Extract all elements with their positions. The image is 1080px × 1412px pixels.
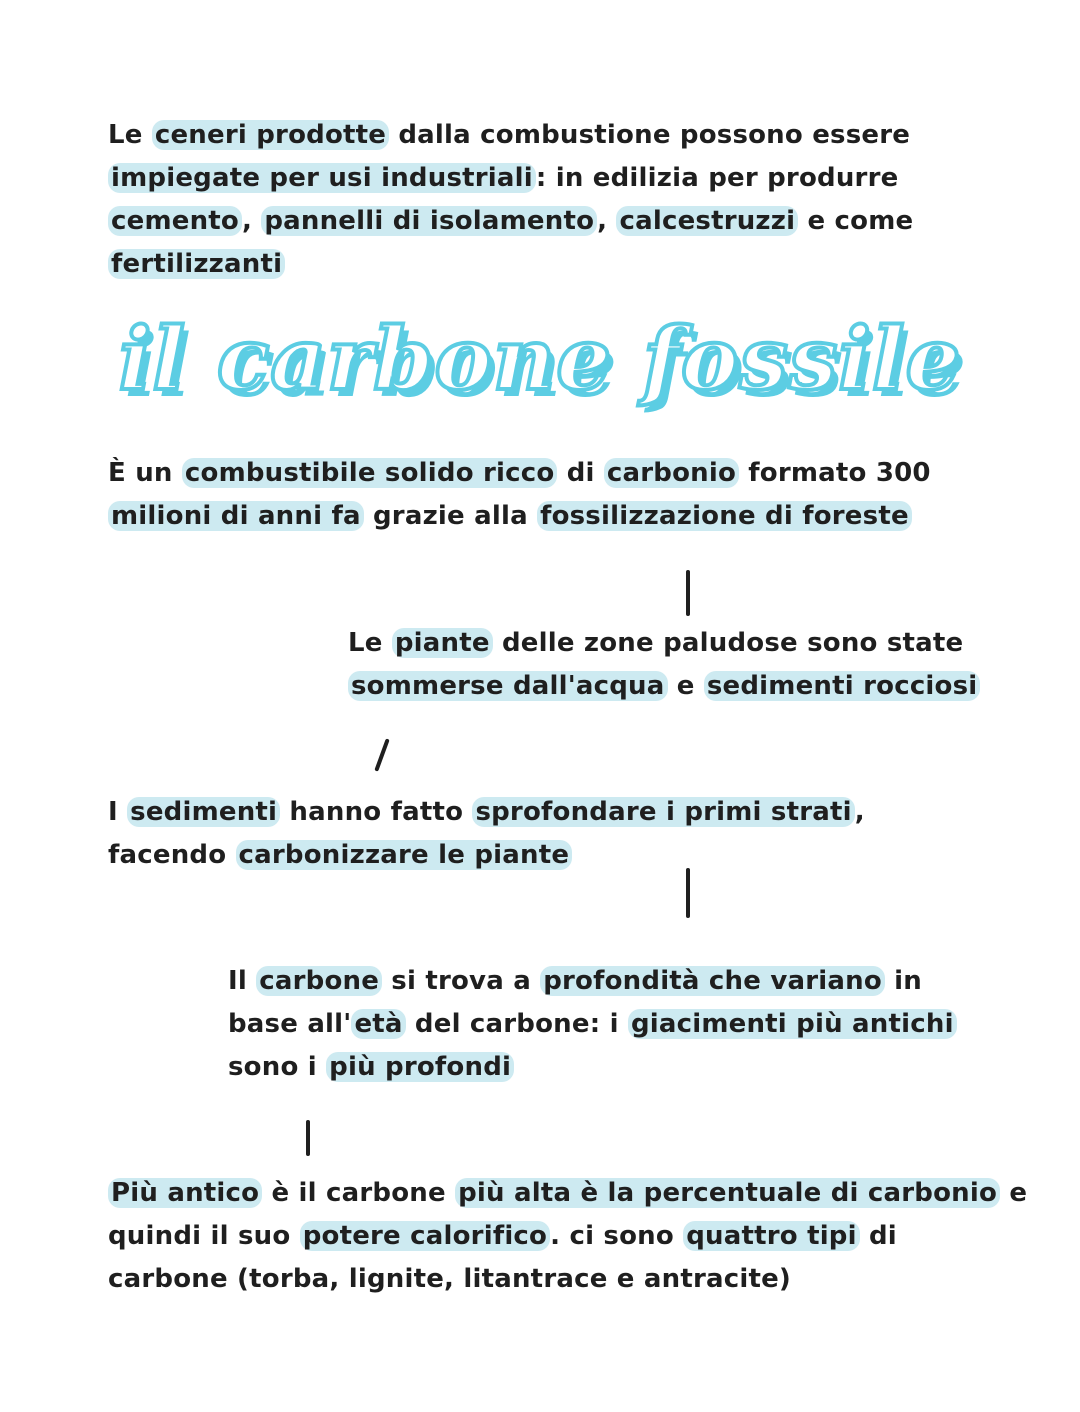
- highlighted-phrase: pannelli di isolamento: [261, 206, 597, 236]
- highlighted-phrase: più alta è la percentuale di carbonio: [455, 1178, 1000, 1208]
- highlighted-phrase: carbonizzare le piante: [236, 840, 573, 870]
- text-run: ,: [854, 797, 865, 827]
- highlighted-phrase: cemento: [108, 206, 242, 236]
- highlighted-phrase: quattro tipi: [683, 1221, 860, 1251]
- highlighted-phrase: più profondi: [326, 1052, 514, 1082]
- text-run: di: [557, 458, 604, 488]
- connector-line-4: [306, 1120, 310, 1156]
- text-line: [108, 157, 913, 200]
- page-title: il carbone fossile: [118, 309, 962, 410]
- text-line: [348, 665, 980, 708]
- connector-line-3: [686, 868, 690, 918]
- text-run: : in edilizia per produrre: [535, 163, 899, 193]
- text-run: e: [1000, 1178, 1028, 1208]
- text-run: facendo: [108, 840, 236, 870]
- text-run: ,: [241, 206, 262, 236]
- highlighted-phrase: sprofondare i primi strati: [472, 797, 854, 827]
- highlighted-phrase: fertilizzanti: [108, 249, 285, 279]
- highlighted-phrase: piante: [392, 628, 493, 658]
- highlighted-phrase: età: [351, 1009, 405, 1039]
- text-run: Le: [108, 120, 152, 150]
- text-line: [108, 1215, 1027, 1258]
- text-line: [348, 622, 980, 665]
- text-line: [108, 1172, 1027, 1215]
- text-run: quindi il suo: [108, 1221, 300, 1251]
- paragraph-swamp-plants: [348, 622, 980, 708]
- text-run: Le: [348, 628, 392, 658]
- paragraph-ashes-uses: [108, 114, 913, 286]
- text-run: hanno fatto: [280, 797, 473, 827]
- highlighted-phrase: carbone: [256, 966, 382, 996]
- highlighted-phrase: profondità che variano: [540, 966, 885, 996]
- text-line: [108, 452, 931, 495]
- highlighted-phrase: fossilizzazione di foreste: [537, 501, 912, 531]
- text-run: base all': [228, 1009, 352, 1039]
- text-line: [108, 834, 865, 877]
- text-line: [108, 114, 913, 157]
- highlighted-phrase: impiegate per usi industriali: [108, 163, 536, 193]
- text-line: [108, 200, 913, 243]
- paragraph-sediments: [108, 791, 865, 877]
- paragraph-depth: [228, 960, 957, 1089]
- text-line: [108, 791, 865, 834]
- highlighted-phrase: combustibile solido ricco: [182, 458, 558, 488]
- highlighted-phrase: ceneri prodotte: [152, 120, 389, 150]
- highlighted-phrase: Più antico: [108, 1178, 262, 1208]
- text-line: [228, 1046, 957, 1089]
- highlighted-phrase: potere calorifico: [300, 1221, 550, 1251]
- paragraph-definition: [108, 452, 931, 538]
- text-run: si trova a: [382, 966, 541, 996]
- connector-line-2: [374, 738, 389, 771]
- text-run: . ci sono: [550, 1221, 684, 1251]
- text-run: dalla combustione possono essere: [389, 120, 911, 150]
- text-run: I: [108, 797, 128, 827]
- highlighted-phrase: sedimenti: [127, 797, 280, 827]
- text-line: [228, 1003, 957, 1046]
- text-run: di: [859, 1221, 897, 1251]
- text-run: e come: [798, 206, 914, 236]
- text-line: [108, 1258, 1027, 1301]
- text-run: delle zone paludose sono state: [492, 628, 964, 658]
- text-run: del carbone: i: [405, 1009, 628, 1039]
- text-run: è il carbone: [262, 1178, 456, 1208]
- text-run: Il: [228, 966, 257, 996]
- text-run: sono i: [228, 1052, 327, 1082]
- text-run: È un: [108, 458, 182, 488]
- highlighted-phrase: sommerse dall'acqua: [348, 671, 668, 701]
- text-line: [228, 960, 957, 1003]
- highlighted-phrase: calcestruzzi: [616, 206, 798, 236]
- highlighted-phrase: carbonio: [604, 458, 739, 488]
- text-line: [108, 243, 913, 286]
- connector-line-1: [686, 570, 690, 616]
- text-run: grazie alla: [363, 501, 538, 531]
- text-run: in: [884, 966, 922, 996]
- text-run: e: [667, 671, 704, 701]
- highlighted-phrase: sedimenti rocciosi: [704, 671, 981, 701]
- text-run: carbone (torba, lignite, litantrace e antracite): [108, 1264, 791, 1294]
- highlighted-phrase: milioni di anni fa: [108, 501, 364, 531]
- paragraph-age-and-types: [108, 1172, 1027, 1301]
- text-run: formato 300: [739, 458, 931, 488]
- highlighted-phrase: giacimenti più antichi: [628, 1009, 957, 1039]
- text-line: [108, 495, 931, 538]
- text-run: ,: [597, 206, 617, 236]
